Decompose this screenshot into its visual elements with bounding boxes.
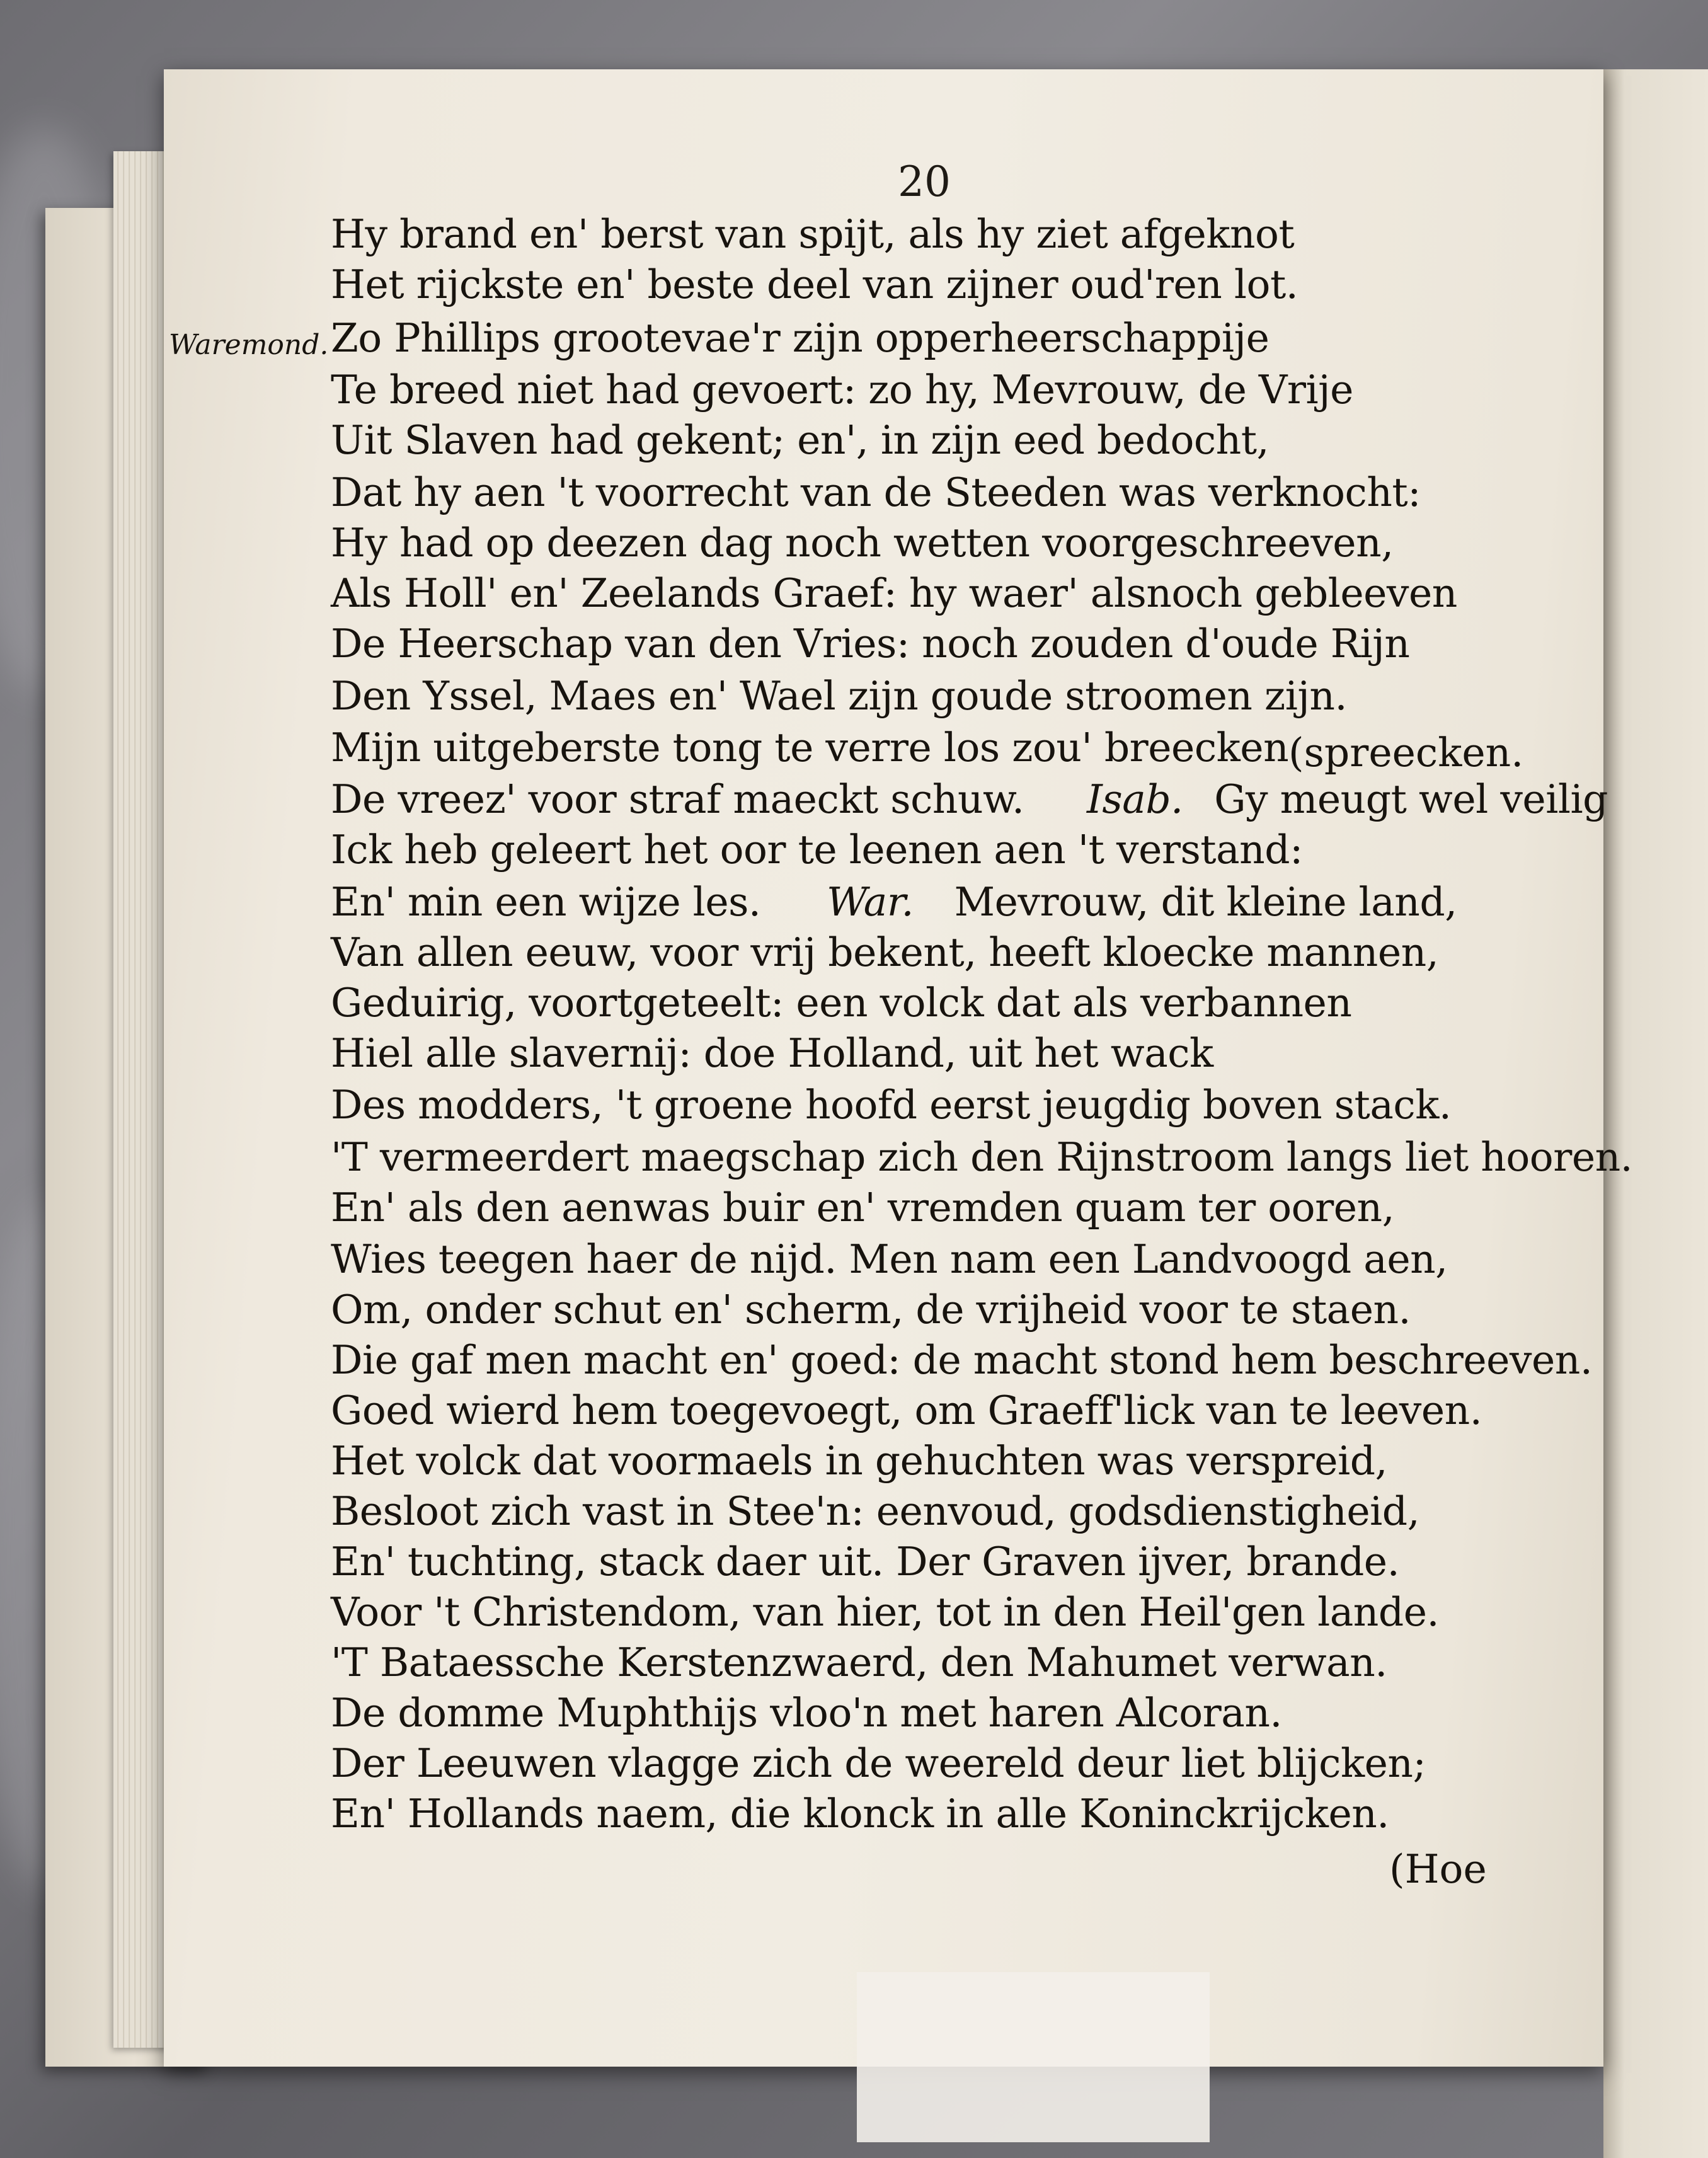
- verse-line: Als Holl' en' Zeelands Graef: hy waer' alsnoch gebleeven: [331, 570, 1457, 616]
- verse-line: [331, 879, 1457, 925]
- verse-line: Zo Phillips grootevae'r zijn opperheerschappije: [331, 315, 1270, 361]
- margin-speaker-name: Waremond.: [169, 329, 329, 361]
- speaker-name: War.: [827, 879, 914, 925]
- catchword: (Hoe: [1389, 1846, 1487, 1892]
- verse-line: Mijn uitgeberste tong te verre los zou' breecken: [331, 725, 1289, 771]
- verse-text: De vreez' voor straf maeckt schuw.: [331, 776, 1024, 822]
- verse-line: En' Hollands naem, die klonck in alle Koninckrijcken.: [331, 1791, 1389, 1837]
- verse-line: Den Yssel, Maes en' Wael zijn goude stroomen zijn.: [331, 673, 1347, 719]
- verse-line: Die gaf men macht en' goed: de macht stond hem beschreeven.: [331, 1337, 1593, 1383]
- verse-line: En' tuchting, stack daer uit. Der Graven ijver, brande.: [331, 1539, 1400, 1585]
- verse-line: Des modders, 't groene hoofd eerst jeugdig boven stack.: [331, 1082, 1452, 1128]
- verse-line: Voor 't Christendom, van hier, tot in den Heil'gen lande.: [331, 1589, 1440, 1635]
- verse-line: 'T vermeerdert maegschap zich den Rijnstroom langs liet hooren.: [331, 1134, 1633, 1180]
- verse-line: Hy had op deezen dag noch wetten voorgeschreeven,: [331, 520, 1394, 566]
- verse-line: Wies teegen haer de nijd. Men nam een Landvoogd aen,: [331, 1236, 1448, 1282]
- verse-line: Besloot zich vast in Stee'n: eenvoud, godsdienstigheid,: [331, 1488, 1420, 1534]
- speaker-name: Isab.: [1087, 776, 1183, 822]
- verse-line: Goed wierd hem toegevoegt, om Graeff'lick van te leeven.: [331, 1387, 1482, 1433]
- verse-line: Te breed niet had gevoert: zo hy, Mevrouw, de Vrije: [331, 367, 1353, 413]
- verse-line: Hiel alle slavernij: doe Holland, uit het wack: [331, 1030, 1213, 1076]
- verse-line: Het volck dat voormaels in gehuchten was verspreid,: [331, 1438, 1388, 1484]
- verse-line: Van allen eeuw, voor vrij bekent, heeft kloecke mannen,: [331, 929, 1439, 975]
- verse-line: Der Leeuwen vlagge zich de weereld deur liet blijcken;: [331, 1740, 1426, 1786]
- verse-overflow: (spreecken.: [1288, 730, 1524, 776]
- page-number: 20: [898, 158, 951, 206]
- verse-text: En' min een wijze les.: [331, 879, 761, 925]
- verse-line: Uit Slaven had gekent; en', in zijn eed bedocht,: [331, 417, 1270, 463]
- verse-text: Mevrouw, dit kleine land,: [954, 879, 1457, 925]
- verse-line: Hy brand en' berst van spijt, als hy ziet afgeknot: [331, 211, 1295, 257]
- verse-line: De Heerschap van den Vries: noch zouden d'oude Rijn: [331, 621, 1410, 667]
- facing-page: [1603, 69, 1708, 2158]
- verse-line: De domme Muphthijs vloo'n met haren Alcoran.: [331, 1690, 1282, 1736]
- verse-line: Het rijckste en' beste deel van zijner oud'ren lot.: [331, 261, 1298, 307]
- paper-label: [857, 1972, 1210, 2142]
- verse-line: 'T Bataessche Kerstenzwaerd, den Mahumet verwan.: [331, 1639, 1387, 1685]
- verse-line: En' als den aenwas buir en' vremden quam ter ooren,: [331, 1185, 1395, 1231]
- verse-line: Om, onder schut en' scherm, de vrijheid voor te staen.: [331, 1287, 1411, 1333]
- verse-text: Gy meugt wel veilig: [1214, 776, 1608, 822]
- verse-line: [331, 776, 1608, 822]
- verse-line: Dat hy aen 't voorrecht van de Steeden was verknocht:: [331, 469, 1421, 515]
- verse-line: Ick heb geleert het oor te leenen aen 't verstand:: [331, 827, 1303, 873]
- verse-line: Geduirig, voortgeteelt: een volck dat als verbannen: [331, 980, 1352, 1026]
